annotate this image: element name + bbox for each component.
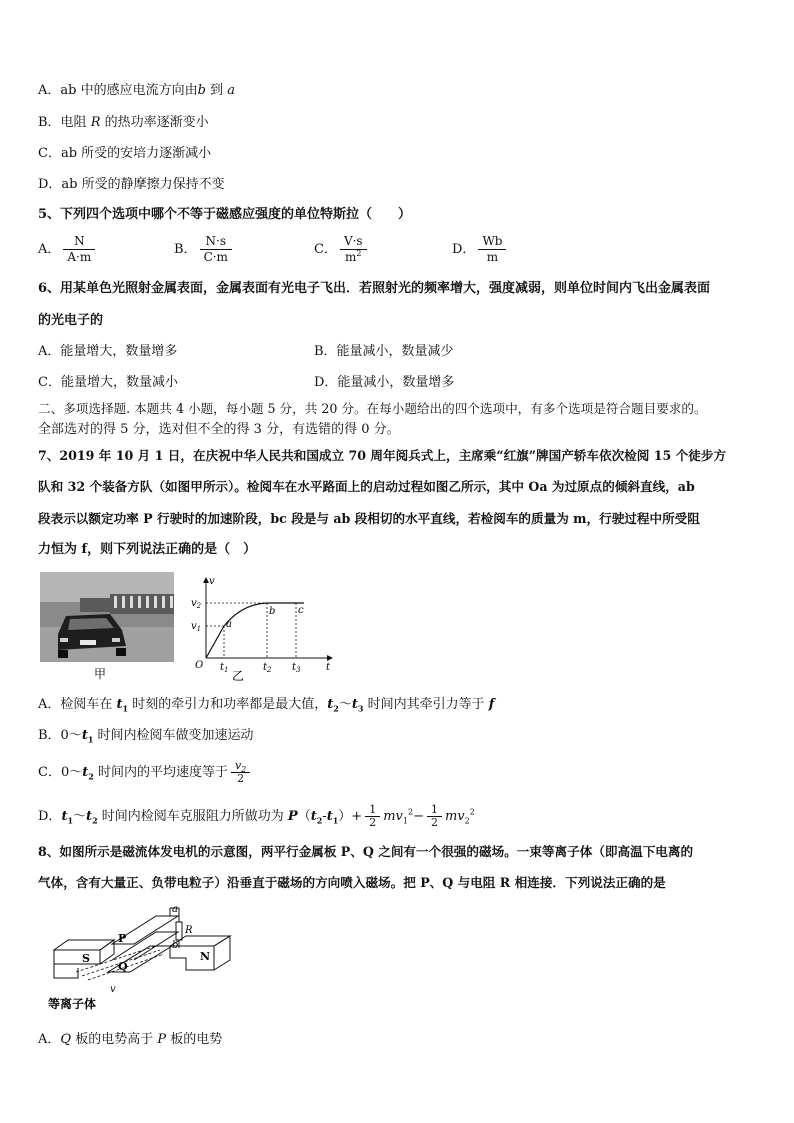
q7-c-num-v: v xyxy=(234,759,242,772)
q5-c-letter: C． xyxy=(314,242,337,257)
q7-a-p1: A．检阅车在 xyxy=(38,697,117,712)
q5-d-num: Wb xyxy=(478,234,506,250)
q4-option-c: C．ab 所受的安培力逐渐减小 xyxy=(38,146,212,161)
label-v: v xyxy=(110,984,116,995)
q7-b-p1: B．0～ xyxy=(38,728,82,743)
label-a: a xyxy=(172,904,178,915)
q7-option-d xyxy=(38,804,475,829)
q8-a-p: P xyxy=(157,1032,167,1047)
q7-c-den: 2 xyxy=(237,772,245,785)
q8-a-p2: 板的电势高于 xyxy=(71,1032,158,1047)
q5-option-a xyxy=(38,234,98,265)
label-p: P xyxy=(118,932,127,945)
q7-d-mv1-sub: 1 xyxy=(402,816,408,826)
q6-stem-line2: 的光电子的 xyxy=(38,313,104,328)
q7-d-h2-num: 1 xyxy=(427,804,442,817)
q5-b-den: C·m xyxy=(203,250,228,264)
q7-d-pt2: t xyxy=(310,809,317,824)
q7-stem-line2: 队和 32 个装备方队（如图甲所示）。检阅车在水平路面上的启动过程如图乙所示，其中 Oa 为过原点的倾斜直线，ab xyxy=(38,479,695,494)
label-t1-base: t xyxy=(220,662,225,673)
label-t3-sub: 3 xyxy=(296,666,301,674)
q7-option-a xyxy=(38,696,494,714)
q5-a-den: A·m xyxy=(67,250,92,264)
guide-lines xyxy=(206,603,296,658)
q7-d-p2: ～ xyxy=(73,809,87,824)
q7-d-t2: t xyxy=(86,809,93,824)
q7-a-p4: 时间内其牵引力等于 xyxy=(363,697,489,712)
magnet-n-side xyxy=(214,936,230,970)
q5-c-den-base: m xyxy=(345,250,357,264)
section2-line1: 二、多项选择题. 本题共 4 小题，每小题 5 分，共 20 分。在每小题给出的四个选项中，有多个选项是符合题目要求的。 xyxy=(38,401,707,416)
fig-jia-caption: 甲 xyxy=(93,667,107,681)
q8-a-p1: A． xyxy=(38,1032,61,1047)
magnet-s-leg xyxy=(54,964,78,978)
q7-d-half-1 xyxy=(365,804,380,829)
q5-d-den: m xyxy=(486,250,499,264)
label-q: Q xyxy=(118,960,128,973)
magnet-s-top xyxy=(54,940,114,950)
label-t2-base: t xyxy=(263,662,268,673)
label-v2-base: v xyxy=(191,598,197,609)
label-v: v xyxy=(209,576,215,587)
label-plasma: 等离子体 xyxy=(48,997,97,1011)
label-t1 xyxy=(220,662,229,674)
resistor-r xyxy=(176,922,182,940)
q7-c-p1: C．0～ xyxy=(38,765,83,780)
q7-d-mv1: mv xyxy=(383,809,403,824)
q7-d-pt2-sub: 2 xyxy=(316,815,323,826)
label-v1 xyxy=(191,621,201,633)
q7-d-p1: D． xyxy=(38,809,62,824)
fig-yi-caption: 乙 xyxy=(232,669,245,683)
label-t2-sub: 2 xyxy=(267,666,272,674)
q4-option-a xyxy=(38,82,235,100)
q7-figure-jia xyxy=(40,572,174,682)
q7-d-p6: ）+ xyxy=(338,809,363,824)
q7-d-p3: 时间内检阅车克服阻力所做功为 xyxy=(97,809,288,824)
q7-d-mv2-sub: 2 xyxy=(464,816,470,826)
q6-option-a: A．能量增大，数量增多 xyxy=(38,344,178,359)
q7-d-half-2 xyxy=(427,804,442,829)
q7-d-t2-sub: 2 xyxy=(92,815,98,826)
q7-c-t2-sub: 2 xyxy=(88,771,94,782)
q7-d-h2-den: 2 xyxy=(430,816,438,829)
label-t3-base: t xyxy=(292,662,297,673)
q7-d-mv1-sup: 2 xyxy=(407,807,414,817)
q7-c-num-sub: 2 xyxy=(241,765,247,775)
q6-option-c: C．能量增大，数量减小 xyxy=(38,375,178,390)
q4-a-text: A．ab 中的感应电流方向由 xyxy=(38,83,198,98)
q7-d-t1-sub: 1 xyxy=(67,815,74,826)
q5-option-d xyxy=(452,234,509,265)
q5-a-letter: A． xyxy=(38,242,61,257)
q5-option-b xyxy=(174,234,235,265)
q4-a-to: a xyxy=(227,83,235,98)
q7-d-minus: − xyxy=(413,809,424,824)
label-t1-sub: 1 xyxy=(224,666,229,674)
q7-a-f: f xyxy=(488,697,495,712)
q7-d-h1-den: 2 xyxy=(369,816,377,829)
label-n: N xyxy=(200,950,211,963)
label-t2 xyxy=(263,662,272,674)
q7-d-h1-num: 1 xyxy=(365,804,380,817)
q4-b-prefix: B．电阻 xyxy=(38,115,91,130)
q5-stem: 5、下列四个选项中哪个不等于磁感应强度的单位特斯拉（ ） xyxy=(38,207,412,222)
q7-stem-line1: 7、2019 年 10 月 1 日，在庆祝中华人民共和国成立 70 周年阅兵式上，主席乘“红旗”牌国产轿车依次检阅 15 个徒步方 xyxy=(38,448,727,463)
q5-c-fraction xyxy=(340,234,367,265)
q8-a-p3: 板的电势 xyxy=(166,1032,223,1047)
q8-figure-mhd-generator xyxy=(46,902,236,1014)
q5-c-den-sup: 2 xyxy=(356,249,362,258)
q7-d-pt1: t xyxy=(326,809,333,824)
label-r: R xyxy=(185,925,193,936)
q4-option-d: D．ab 所受的静摩擦力保持不变 xyxy=(38,177,225,192)
q6-option-d: D．能量减小，数量增多 xyxy=(314,375,455,390)
label-v1-base: v xyxy=(191,621,197,632)
q7-stem-line4: 力恒为 f，则下列说法正确的是（ ） xyxy=(38,542,257,557)
q8-stem-line2: 气体，含有大量正、负带电粒子）沿垂直于磁场的方向喷入磁场。把 P、Q 与电阻 R 相连接．下列说法正确的是 xyxy=(38,875,666,890)
q7-d-pt1-sub: 1 xyxy=(332,815,339,826)
q5-d-letter: D． xyxy=(452,242,476,257)
label-point-b: b xyxy=(269,606,276,617)
q6-stem-line1: 6、用某单色光照射金属表面，金属表面有光电子飞出．若照射光的频率增大，强度减弱，则单位时间内飞出金属表面 xyxy=(38,281,711,296)
q7-a-t1: t xyxy=(116,697,123,712)
q7-d-t1: t xyxy=(61,809,68,824)
q7-c-p2: 时间内的平均速度等于 xyxy=(93,765,228,780)
q7-a-t2-sub: 2 xyxy=(333,703,339,714)
q8-a-q: Q xyxy=(60,1032,72,1047)
q4-b-r: R xyxy=(90,115,101,130)
segment-oa xyxy=(206,626,224,658)
q7-b-t1-sub: 1 xyxy=(87,734,94,745)
q4-option-b xyxy=(38,114,209,132)
q5-a-fraction xyxy=(63,234,95,265)
q4-a-from: b xyxy=(197,83,206,98)
q7-option-b xyxy=(38,727,254,745)
q7-a-t3: t xyxy=(351,697,358,712)
label-origin: O xyxy=(195,660,204,671)
q4-b-suffix: 的热功率逐渐变小 xyxy=(100,115,209,130)
label-t: t xyxy=(326,662,331,673)
label-v1-sub: 1 xyxy=(196,625,202,633)
q7-a-p3: ～ xyxy=(338,697,352,712)
label-s: S xyxy=(82,952,90,965)
label-point-c: c xyxy=(298,605,304,616)
magnet-s-front xyxy=(54,950,100,964)
q7-a-t2: t xyxy=(327,697,334,712)
section2-line2: 全部选对的得 5 分，选对但不全的得 3 分，有选错的得 0 分。 xyxy=(38,422,400,437)
q7-b-p2: 时间内检阅车做变加速运动 xyxy=(93,728,254,743)
q7-c-t2: t xyxy=(82,765,89,780)
q5-a-num: N xyxy=(63,234,95,250)
q7-stem-line3: 段表示以额定功率 P 行驶时的加速阶段，bc 段是与 ab 段相切的水平直线，若检阅车的质量为 m，行驶过程中所受阻 xyxy=(38,511,700,526)
label-b: b xyxy=(172,940,179,951)
q8-stem-line1: 8、如图所示是磁流体发电机的示意图，两平行金属板 P、Q 之间有一个很强的磁场。一束等离子体（即高温下电离的 xyxy=(38,844,694,859)
q5-b-fraction xyxy=(200,234,232,265)
q5-option-c xyxy=(314,234,370,265)
q5-b-letter: B． xyxy=(174,242,197,257)
q5-c-num: V·s xyxy=(340,234,367,250)
label-t3 xyxy=(292,662,301,674)
q7-figure-yi-graph xyxy=(186,572,336,684)
q7-b-t1: t xyxy=(81,728,88,743)
label-v2 xyxy=(191,598,202,610)
q7-d-mv2-sup: 2 xyxy=(469,807,475,817)
q7-a-t3-sub: 3 xyxy=(357,703,364,714)
q7-c-fraction xyxy=(231,760,250,785)
label-point-a: a xyxy=(226,619,232,630)
q7-d-p4: （ xyxy=(297,809,311,824)
q8-option-a xyxy=(38,1031,222,1049)
label-v2-sub: 2 xyxy=(196,602,202,610)
q5-c-den xyxy=(340,250,367,265)
q5-b-num: N·s xyxy=(200,234,232,250)
q7-d-power: P xyxy=(287,809,298,824)
q7-d-mv2: mv xyxy=(444,809,465,824)
q7-d-p5: - xyxy=(322,809,327,824)
q7-a-t1-sub: 1 xyxy=(122,703,129,714)
q4-a-mid: 到 xyxy=(205,83,228,98)
q6-option-b: B．能量减小，数量减少 xyxy=(314,344,454,359)
q7-option-c xyxy=(38,760,253,785)
q5-d-fraction xyxy=(478,234,506,265)
q7-a-p2: 时刻的牵引力和功率都是最大值， xyxy=(128,697,328,712)
